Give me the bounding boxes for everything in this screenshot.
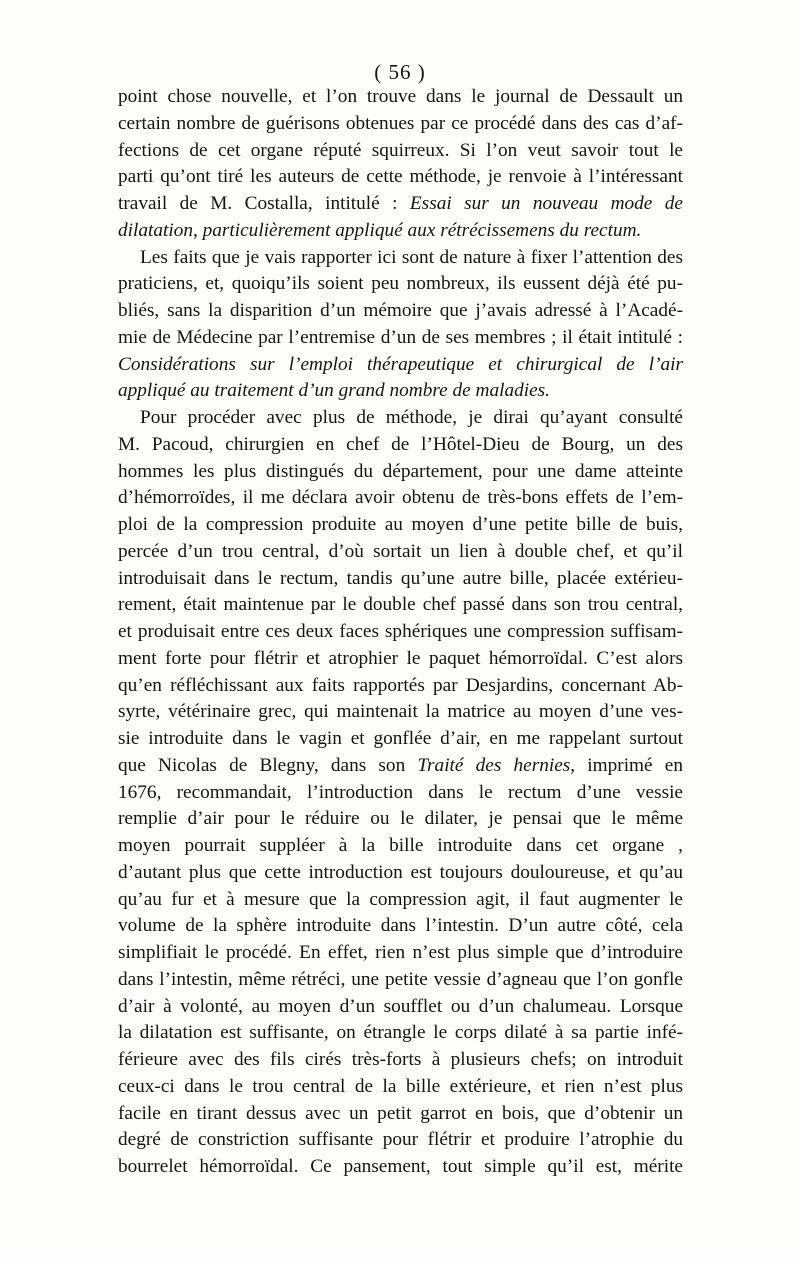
text-run: d’hémorroïdes, il me déclara avoir obtenu de très-bons effets de l’em- <box>118 487 683 509</box>
text-line <box>118 245 683 272</box>
text-run: praticiens, et, quoiqu’ils soient peu nombreux, ils eussent déjà été pu- <box>118 273 683 295</box>
text-run: rement, était maintenue par le double chef passé dans son trou central, <box>118 594 683 616</box>
text-run: sie introduite dans le vagin et gonflée d’air, en me rappelant surtout <box>118 728 683 749</box>
text-run: 1676, recommandait, l’introduction dans le rectum d’une vessie <box>118 781 683 803</box>
text-run: introduisait dans le rectum, tandis qu’une autre bille, placée extérieu- <box>118 567 683 589</box>
text-run: que Nicolas de Blegny, dans son <box>118 754 418 776</box>
text-run: mie de Médecine par l’entremise d’un de ses membres ; il était intitulé : <box>118 326 683 348</box>
text-line <box>118 699 683 726</box>
text-run: syrte, vétérinaire grec, qui maintenait la matrice au moyen d’une ves- <box>118 701 683 723</box>
text-run: certain nombre de guérisons obtenues par ce procédé dans des cas d’af- <box>118 112 683 134</box>
text-line <box>118 271 683 298</box>
text-line <box>118 512 683 539</box>
text-run: ment forte pour flétrir et atrophier le paquet hémorroïdal. C’est alors <box>118 647 683 669</box>
text-line <box>118 673 683 700</box>
text-run: hommes les plus distingués du département, pour une dame atteinte <box>118 460 683 482</box>
text-line <box>118 432 683 459</box>
text-run: ploi de la compression produite au moyen d’une petite bille de buis, <box>118 514 683 535</box>
text-line <box>118 780 683 807</box>
text-line <box>118 84 683 111</box>
text-line <box>118 1074 683 1101</box>
text-line <box>118 860 683 887</box>
text-run: remplie d’air pour le réduire ou le dilater, je pensai que le même <box>118 808 683 830</box>
text-line <box>118 1020 683 1047</box>
text-line <box>118 726 683 753</box>
italic-run: dilatation, particulièrement appliqué aux rétrécissemens du rectum. <box>118 219 642 241</box>
text-run: point chose nouvelle, et l’on trouve dans le journal de Dessault un <box>118 86 683 107</box>
text-run: bliés, sans la disparition d’un mémoire que j’avais adressé à l’Acadé- <box>118 300 683 321</box>
text-run: moyen pourrait suppléer à la bille introduite dans cet organe , <box>118 835 683 856</box>
text-line <box>118 994 683 1021</box>
text-run: Pour procéder avec plus de méthode, je dirai qu’ayant consulté <box>140 407 683 428</box>
text-run: la dilatation est suffisante, on étrangle le corps dilaté à sa partie infé- <box>118 1022 683 1044</box>
text-line <box>118 539 683 566</box>
text-line <box>118 887 683 914</box>
text-line <box>118 913 683 940</box>
text-line <box>118 806 683 833</box>
text-run: Les faits que je vais rapporter ici sont de nature à fixer l’attention des <box>140 246 683 268</box>
text-line <box>118 1127 683 1154</box>
text-line <box>118 619 683 646</box>
text-line <box>118 138 683 165</box>
text-line <box>118 1154 683 1181</box>
text-line <box>118 1047 683 1074</box>
text-line <box>118 485 683 512</box>
text-line <box>118 1101 683 1128</box>
text-line <box>118 378 683 405</box>
text-line <box>118 298 683 325</box>
text-run: d’air à volonté, au moyen d’un soufflet ou d’un chalumeau. Lorsque <box>118 995 683 1017</box>
text-run: qu’en réfléchissant aux faits rapportés par Desjardins, concernant Ab- <box>118 674 683 696</box>
text-run: parti qu’ont tiré les auteurs de cette méthode, je renvoie à l’intéressant <box>118 166 683 188</box>
text-run: volume de la sphère introduite dans l’intestin. D’un autre côté, cela <box>118 915 683 937</box>
text-run: bourrelet hémorroïdal. Ce pansement, tout simple qu’il est, mérite <box>118 1156 683 1177</box>
text-line <box>118 592 683 619</box>
text-line <box>118 967 683 994</box>
text-line <box>118 352 683 379</box>
text-line <box>118 833 683 860</box>
text-line <box>118 646 683 673</box>
text-run: d’autant plus que cette introduction est toujours douloureuse, et qu’au <box>118 861 683 883</box>
text-run: ceux-ci dans le trou central de la bille extérieure, et rien n’est plus <box>118 1075 683 1097</box>
text-line <box>118 940 683 967</box>
italic-run: Traité des hernies <box>417 754 571 776</box>
italic-run: Essai sur un nouveau mode de <box>409 193 683 214</box>
text-run: fections de cet organe réputé squirreux. Si l’on veut savoir tout le <box>118 139 683 161</box>
text-run: , imprimé en <box>570 754 683 776</box>
text-run: simplifiait le procédé. En effet, rien n’est plus simple que d’introduire <box>118 942 683 963</box>
text-line <box>118 459 683 486</box>
text-run: qu’au fur et à mesure que la compression agit, il faut augmenter le <box>118 888 683 910</box>
text-run: percée d’un trou central, d’où sortait un lien à double chef, et qu’il <box>118 540 683 562</box>
text-line <box>118 753 683 780</box>
text-line <box>118 111 683 138</box>
italic-run: Considérations sur l’emploi thérapeutique et chirurgical de l’air <box>118 353 683 375</box>
text-run: dans l’intestin, même rétréci, une petite vessie d’agneau que l’on gonfle <box>118 968 683 990</box>
text-run: travail de M. Costalla, intitulé : <box>118 193 410 214</box>
text-line <box>118 164 683 191</box>
text-line <box>118 405 683 432</box>
page-number: ( 56 ) <box>374 60 426 84</box>
text-line <box>118 325 683 352</box>
italic-run: appliqué au traitement d’un grand nombre de maladies. <box>118 380 550 402</box>
text-line <box>118 191 683 218</box>
text-line <box>118 566 683 593</box>
body-text <box>118 84 683 1181</box>
text-run: férieure avec des fils cirés très-forts à plusieurs chefs; on introduit <box>118 1049 683 1070</box>
text-line <box>118 218 683 245</box>
text-run: M. Pacoud, chirurgien en chef de l’Hôtel-Dieu de Bourg, un des <box>118 433 683 455</box>
text-run: facile en tirant dessus avec un petit garrot en bois, que d’obtenir un <box>118 1102 683 1124</box>
text-run: degré de constriction suffisante pour flétrir et produire l’atrophie du <box>118 1129 683 1151</box>
text-run: et produisait entre ces deux faces sphériques une compression suffisam- <box>118 621 683 642</box>
